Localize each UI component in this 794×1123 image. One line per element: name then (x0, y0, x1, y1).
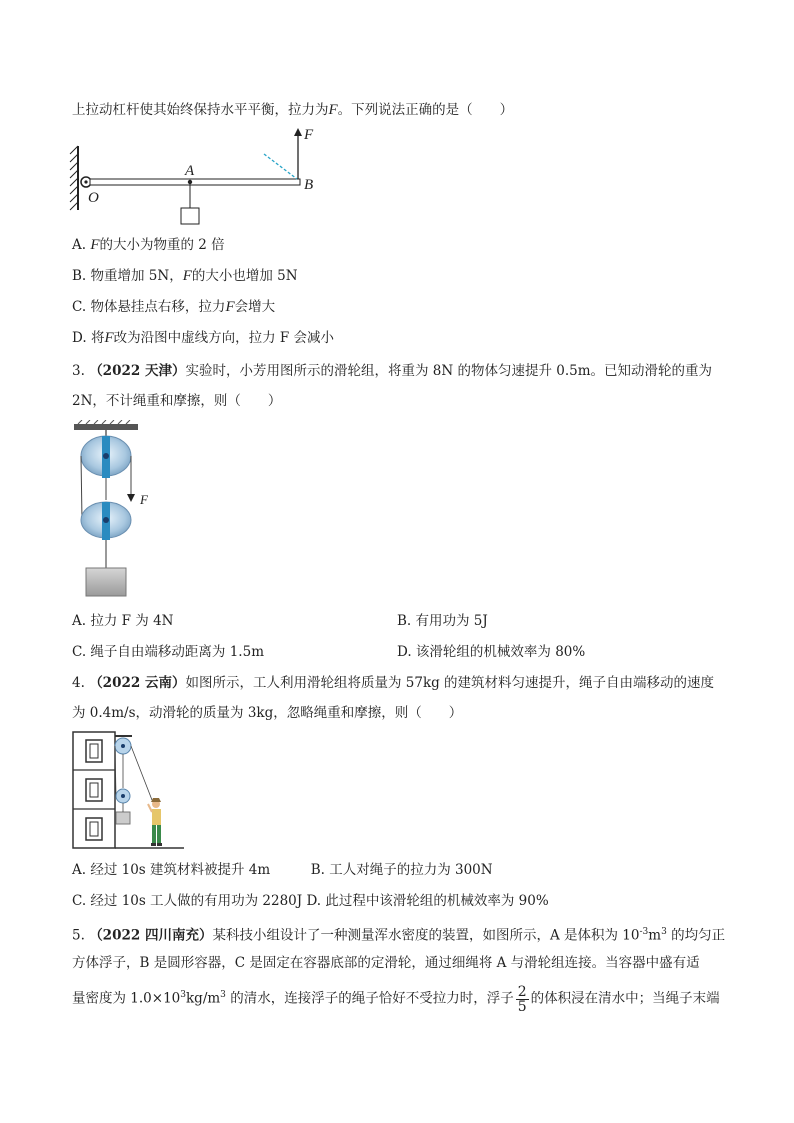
q3-option-d[interactable]: D. 该滑轮组的机械效率为 80% (397, 644, 586, 660)
q3-source: （2022 天津） (89, 363, 186, 379)
lever-bar (90, 179, 300, 185)
q5-source: （2022 四川南充） (89, 927, 213, 944)
q4-options-cd[interactable]: C. 经过 10s 工人做的有用功为 2280J D. 此过程中该滑轮组的机械效率为 90% (72, 893, 549, 909)
q5-stem-line2: 方体浮子，B 是圆形容器，C 是固定在容器底部的定滑轮，通过细绳将 A 与滑轮组连接。当容器中盛有适 (72, 955, 700, 971)
dashed-direction (264, 154, 297, 179)
label-B: B (304, 177, 314, 193)
q4-stem-line1: 4. （2022 云南）如图所示，工人利用滑轮组将质量为 57kg 的建筑材料匀速提升，绳子自由端移动的速度 (72, 675, 715, 691)
worker (148, 798, 162, 846)
label-O: O (88, 190, 99, 206)
q4-source: （2022 云南） (89, 675, 186, 691)
rope-left (81, 456, 82, 520)
q5-stem-line1: 5. （2022 四川南充）某科技小组设计了一种测量浑水密度的装置，如图所示，A 是体积为 $10^{-3}m^3$ 的均匀正 (72, 927, 726, 944)
q3-option-a[interactable]: A. 拉力 F 为 4N (72, 613, 174, 629)
q2-stem (72, 101, 513, 119)
ceiling (74, 424, 138, 430)
q2-stem-text: 上拉动杠杆使其始终保持水平平衡，拉力为 (72, 102, 329, 118)
q3-stem-line2: 2N，不计绳重和摩擦，则（ ） (72, 393, 282, 409)
label-A: A (185, 163, 195, 179)
q4-stem-line2: 为 0.4m/s，动滑轮的质量为 3kg，忽略绳重和摩擦，则（ ） (72, 705, 463, 721)
q2-stem-var: F (328, 102, 338, 118)
q2-option-b[interactable]: B. 物重增加 5N，F的大小也增加 5N (72, 268, 298, 284)
q4-options-ab[interactable]: A. 经过 10s 建筑材料被提升 4m B. 工人对绳子的拉力为 300N (72, 862, 493, 878)
fraction-two-fifths: $\frac{2}{5}$ (517, 983, 527, 1015)
q2-option-c[interactable]: C. 物体悬挂点右移，拉力F会增大 (72, 299, 276, 315)
q5-stem-line3: 量密度为 $1.0\times 10^3kg/m^3$ 的清水，连接浮子的绳子恰好不受拉力时，浮子 $\frac{2}{5}$ 的体积浸在清水中；当绳子末端 (72, 983, 720, 1015)
label-F-pulley: F (140, 492, 148, 507)
material-block (116, 812, 130, 824)
q3-stem-line1: 3. （2022 天津）实验时，小芳用图所示的滑轮组，将重为 8N 的物体匀速提升 0.5m。已知动滑轮的重为 (72, 363, 713, 379)
q2-stem-tail: 。下列说法正确的是（ ） (337, 102, 514, 118)
label-F: F (304, 127, 314, 143)
load-block (86, 568, 126, 596)
q2-option-a[interactable]: A. F的大小为物重的 2 倍 (72, 237, 225, 253)
building-pulley-diagram (72, 730, 187, 852)
wall-hatching (70, 146, 78, 210)
q3-option-b[interactable]: B. 有用功为 5J (397, 613, 488, 629)
q3-option-c[interactable]: C. 绳子自由端移动距离为 1.5m (72, 644, 264, 660)
lever-diagram (68, 126, 328, 226)
weight-block (181, 208, 199, 224)
q2-option-d[interactable]: D. 将F改为沿图中虚线方向，拉力 F 会减小 (72, 330, 335, 346)
pulley-diagram (72, 420, 172, 600)
